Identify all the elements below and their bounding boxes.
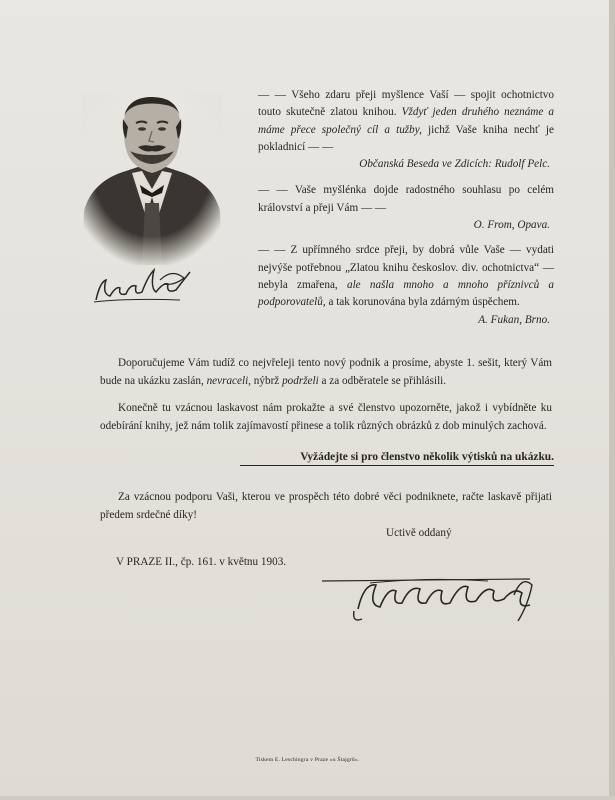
membership-paragraph: Konečně tu vzácnou laskavost nám prokažte a své členstvo upozorněte, jakož i vybídněte ku odebírání knihy, jež nám tolik zajímavostí přinese a tolik různých obrázků z dob minulých zachová. [100,402,552,432]
testimonials-column [258,87,554,329]
recommendation-text-2: nýbrž [253,375,280,387]
testimonial-3 [258,242,554,311]
testimonial-2: — — Vaše myšlénka dojde radostného souhlasu po celém království a přeji Vám — — [258,184,554,214]
testimonial-1-text: — — Všeho zdaru přeji myšlence Vaší — spojit ochotnictvo touto skutečně zlatou knihou. [258,89,554,119]
call-to-action: Vyžádejte si pro členstvo několik výtisků na ukázku. [240,451,554,466]
testimonial-1-signature: Občanská Beseda ve Zdicích: Rudolf Pelc. [359,158,550,171]
recommendation-text-3: a za odběratele se přihlásili. [321,375,447,387]
recommendation-italic-1: nevraceli, [206,375,251,387]
place-date: V PRAZE II., čp. 161. v květnu 1903. [116,556,287,568]
testimonial-1-end: jichž Vaše kniha nechť je pokladnicí — — [258,123,554,153]
testimonial-3-end: a tak korunována byla zdárným úspěchem. [328,296,520,309]
testimonial-1-italic: Vždyť jeden druhého neznáme a máme přece společný cíl a tužby, [258,106,554,136]
recommendation-paragraph [100,354,552,390]
testimonial-1 [258,87,554,156]
testimonial-3-italic: ale našla mnoho a mnoho příznivců a podporovatelů, [258,278,554,309]
recommendation-italic-2: podrželi [282,375,319,387]
printer-imprint: Tiskem E. Leschingra v Praze »u Štajgrů«. [255,757,360,763]
autograph-signature [90,262,200,310]
paper-edge [609,0,615,800]
thanks-paragraph: Za vzácnou podporu Vaši, kterou ve prospěch této dobré věci podniknete, račte laskavě přijati předem srdečné díky! [100,491,552,521]
portrait-engraving [82,93,222,265]
testimonial-2-signature: O. From, Opava. [473,219,550,232]
testimonial-3-text: — — Z upřímného srdce přeji, by dobrá vůle Vaše — vydati nejvýše potřebnou „Zlatou knihu českoslov. div. ochotnictva“ — nebyla zmařena, [258,244,554,291]
closing-line: Uctivě oddaný [386,527,452,539]
handwritten-signature [318,565,548,627]
testimonial-3-signature: A. Fukan, Brno. [478,313,550,326]
paper-edge-bottom [0,796,615,800]
recommendation-text: Doporučujeme Vám tudíž co nejvřeleji tento nový podnik a prosíme, abyste 1. sešit, který Vám bude na ukázku zaslán, [100,357,552,387]
